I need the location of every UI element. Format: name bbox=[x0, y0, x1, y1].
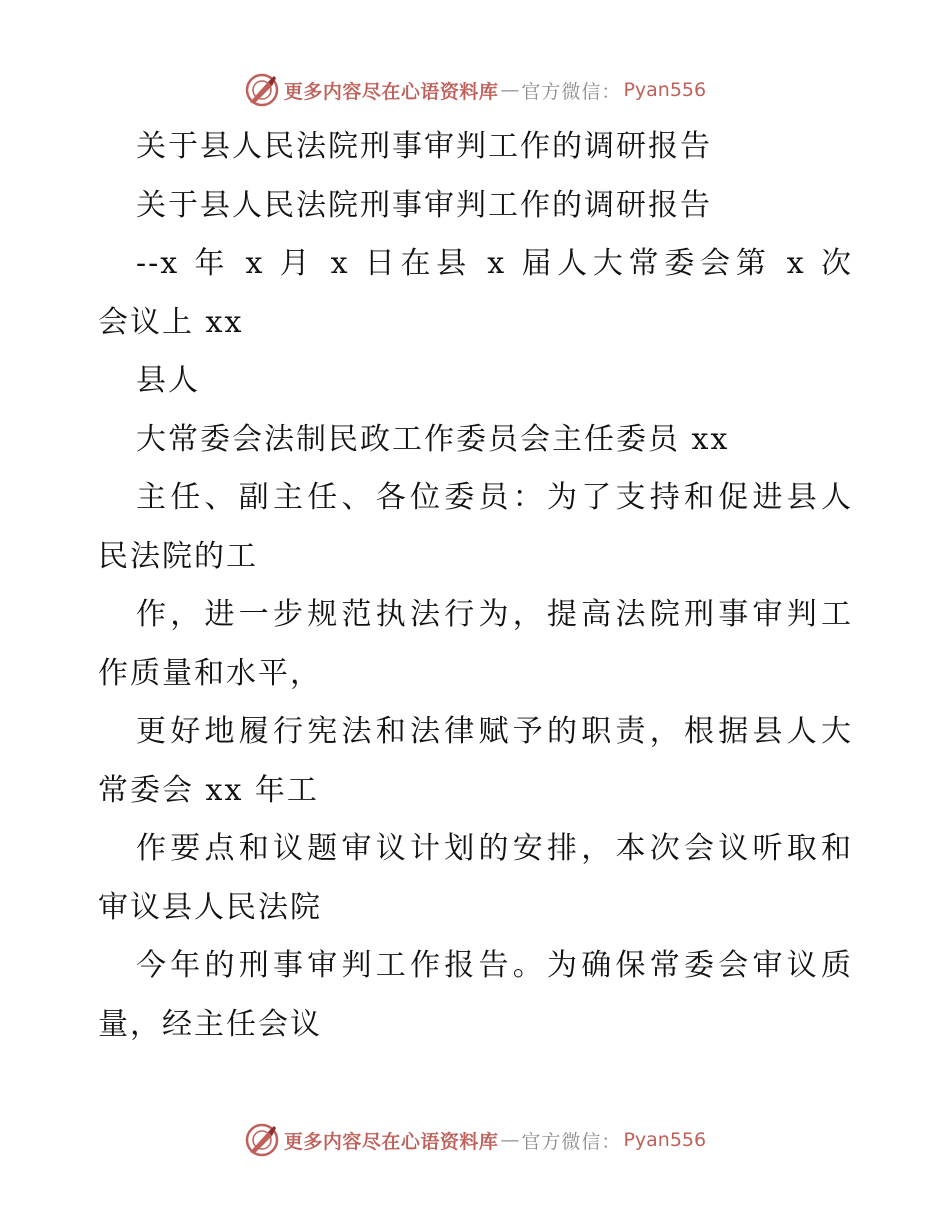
watermark-separator: — bbox=[500, 1129, 520, 1151]
watermark-wechat-label: 官方微信： bbox=[521, 80, 622, 103]
text-line: 作，进一步规范执法行为，提高法院刑事审判工 bbox=[136, 597, 853, 632]
document-title-repeat: 关于县人民法院刑事审判工作的调研报告 bbox=[136, 187, 712, 223]
pen-logo-icon bbox=[244, 72, 280, 108]
text-line: 会议上 xx bbox=[98, 304, 244, 340]
text-line: 大常委会法制民政工作委员会主任委员 xx bbox=[136, 421, 730, 457]
watermark-main-text: 更多内容尽在心语资料库 bbox=[283, 1130, 499, 1153]
text-line: 县人 bbox=[136, 363, 200, 398]
text-line: --x 年 x 月 x 日在县 x 届人大常委会第 x 次 bbox=[136, 246, 853, 281]
text-line: 常委会 xx 年工 bbox=[98, 772, 319, 808]
watermark-main-text: 更多内容尽在心语资料库 bbox=[283, 80, 499, 103]
text-line: 今年的刑事审判工作报告。为确保常委会审议质 bbox=[136, 948, 853, 983]
text-line: 作质量和水平， bbox=[98, 655, 322, 691]
watermark-separator: — bbox=[500, 79, 520, 101]
text-line: 量，经主任会议 bbox=[98, 1006, 322, 1042]
text-line: 民法院的工 bbox=[98, 538, 258, 574]
document-title: 关于县人民法院刑事审判工作的调研报告 bbox=[136, 129, 712, 164]
text-line: 更好地履行宪法和法律赋予的职责，根据县人大 bbox=[136, 714, 853, 749]
text-line: 作要点和议题审议计划的安排，本次会议听取和 bbox=[136, 831, 853, 866]
document-body bbox=[98, 118, 853, 1054]
watermark-wechat-id: Pyan556 bbox=[623, 79, 707, 101]
pen-logo-icon bbox=[244, 1122, 280, 1158]
watermark-wechat-id: Pyan556 bbox=[623, 1129, 707, 1151]
watermark-wechat-label: 官方微信： bbox=[521, 1130, 622, 1153]
header-watermark bbox=[0, 70, 950, 110]
text-line: 审议县人民法院 bbox=[98, 889, 322, 925]
footer-watermark bbox=[0, 1120, 950, 1160]
text-line: 主任、副主任、各位委员：为了支持和促进县人 bbox=[136, 480, 853, 515]
